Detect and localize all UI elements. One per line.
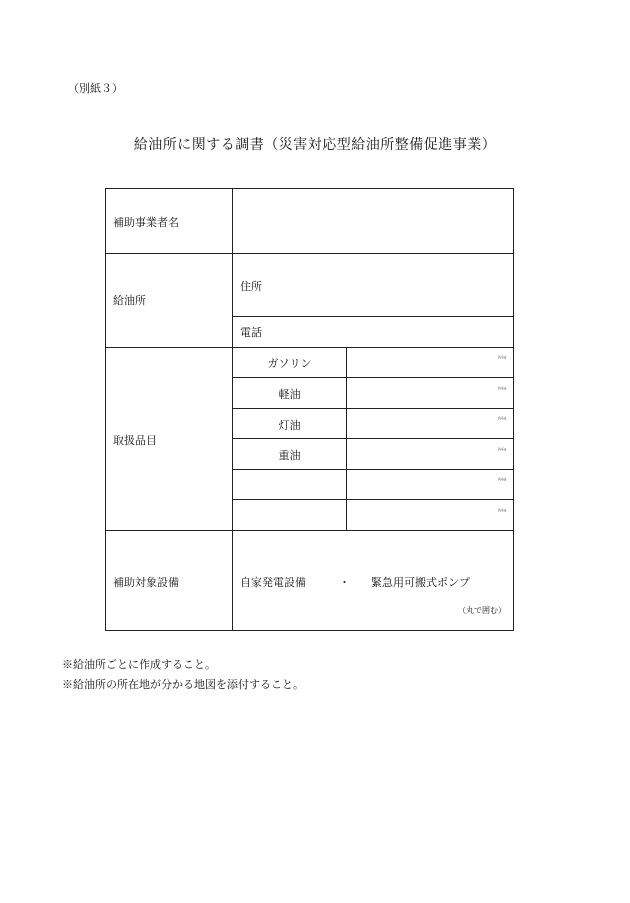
unit-label: ﾘｯﾄﾙ — [497, 417, 507, 422]
document-title: 給油所に関する調書（災害対応型給油所整備促進事業） — [133, 137, 497, 153]
footnote: ※給油所ごとに作成すること。 — [62, 658, 216, 671]
footnote: ※給油所の所在地が分かる地図を添付すること。 — [62, 678, 304, 691]
products-label: 取扱品目 — [113, 434, 157, 447]
form-table — [105, 188, 514, 631]
equipment-label: 補助対象設備 — [113, 576, 179, 589]
unit-label: ﾘｯﾄﾙ — [497, 478, 507, 483]
phone-label: 電話 — [240, 326, 262, 339]
address-label: 住所 — [240, 280, 262, 293]
table-divider — [232, 188, 233, 631]
table-divider — [105, 347, 514, 348]
table-divider — [232, 499, 514, 500]
product-kerosene: 灯油 — [278, 419, 301, 432]
unit-label: ﾘｯﾄﾙ — [497, 387, 507, 392]
table-divider — [232, 408, 514, 409]
product-heavy-oil: 重油 — [278, 449, 301, 462]
equipment-separator: ・ — [339, 576, 350, 589]
table-divider — [105, 530, 514, 531]
circle-instruction: （丸で囲む） — [458, 606, 506, 615]
unit-label: ﾘｯﾄﾙ — [497, 509, 507, 514]
appendix-label: （別紙３） — [68, 82, 123, 95]
table-divider — [346, 347, 347, 530]
product-diesel: 軽油 — [278, 388, 301, 401]
table-divider — [105, 253, 514, 254]
station-label: 給油所 — [113, 294, 146, 307]
table-divider — [232, 316, 514, 317]
product-gasoline: ガソリン — [267, 357, 312, 370]
unit-label: ﾘｯﾄﾙ — [497, 448, 507, 453]
equipment-option-generator: 自家発電設備 — [240, 576, 306, 589]
applicant-label: 補助事業者名 — [113, 216, 179, 229]
table-divider — [232, 469, 514, 470]
table-divider — [232, 377, 514, 378]
table-divider — [232, 438, 514, 439]
equipment-option-pump: 緊急用可搬式ポンプ — [371, 576, 470, 589]
unit-label: ﾘｯﾄﾙ — [497, 356, 507, 361]
